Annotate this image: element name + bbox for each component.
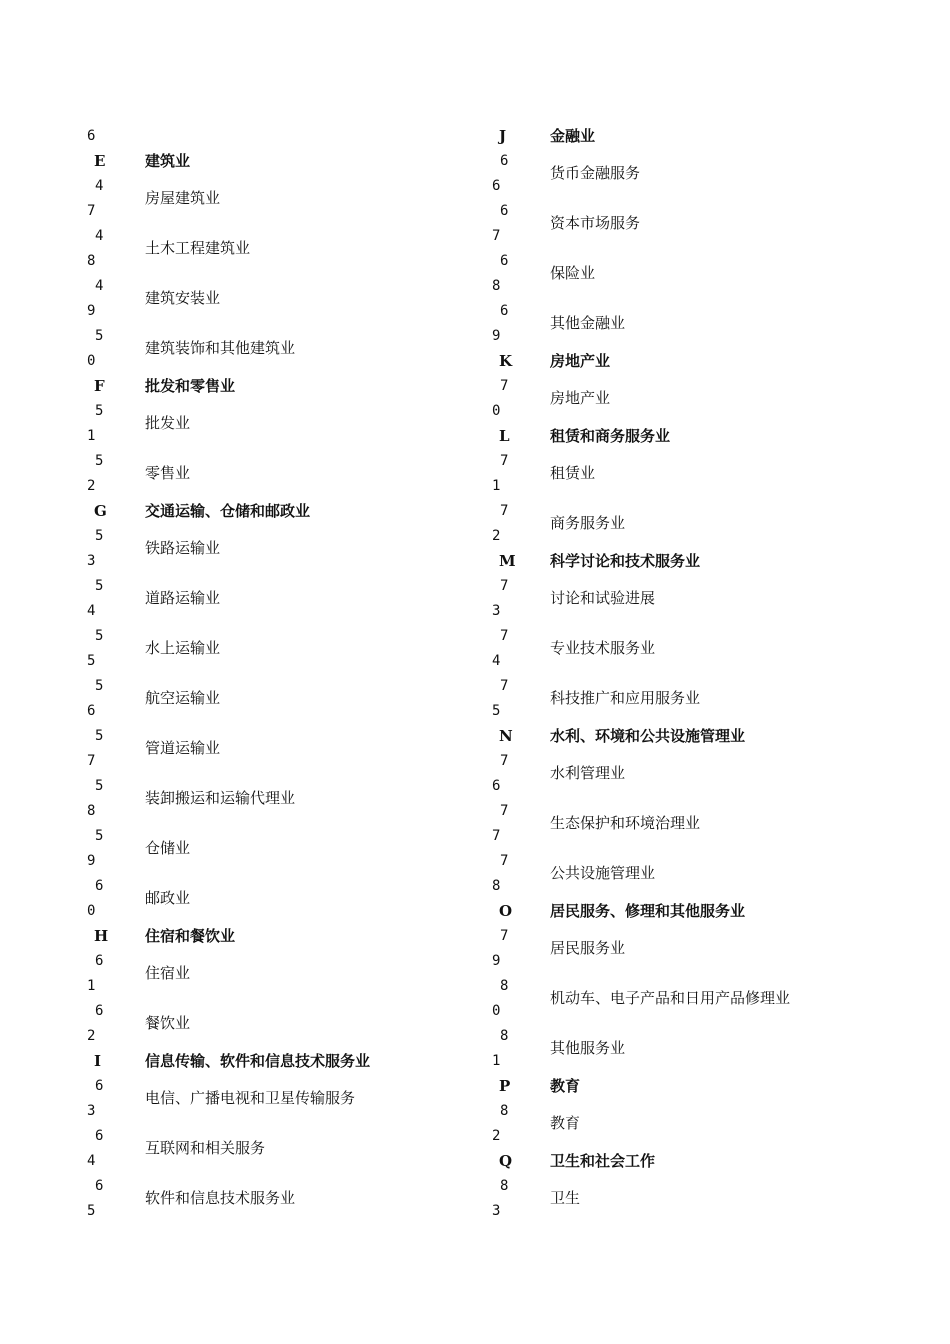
code-digit: 7 bbox=[500, 678, 509, 694]
code-digit: 8 bbox=[500, 978, 509, 994]
code-digit: 5 bbox=[95, 728, 104, 744]
code-digit: 7 bbox=[87, 203, 96, 219]
code-digit: 7 bbox=[500, 378, 509, 394]
code-digit: 6 bbox=[500, 153, 509, 169]
code-digit: 6 bbox=[95, 878, 104, 894]
code-digit: 7 bbox=[492, 828, 501, 844]
industry-label: 住宿业 bbox=[145, 964, 191, 982]
code-digit: 6 bbox=[95, 1003, 104, 1019]
code-digit: 9 bbox=[87, 853, 96, 869]
code-digit: 5 bbox=[95, 628, 104, 644]
code-digit: 3 bbox=[87, 553, 96, 569]
code-digit: 8 bbox=[492, 878, 501, 894]
code-digit: 5 bbox=[95, 678, 104, 694]
code-digit: 1 bbox=[87, 428, 96, 444]
industry-label: 房屋建筑业 bbox=[145, 189, 221, 207]
code-digit: 6 bbox=[95, 953, 104, 969]
code-digit: 5 bbox=[95, 578, 104, 594]
section-code: Q bbox=[499, 1152, 513, 1170]
industry-label: 房地产业 bbox=[550, 389, 611, 407]
industry-label: 软件和信息技术服务业 bbox=[145, 1189, 296, 1207]
industry-label: 零售业 bbox=[145, 464, 191, 482]
industry-label: 电信、广播电视和卫星传输服务 bbox=[145, 1089, 356, 1107]
code-digit: 7 bbox=[500, 503, 509, 519]
industry-label: 批发业 bbox=[145, 414, 191, 432]
industry-label: 建筑安装业 bbox=[145, 289, 221, 307]
industry-label: 货币金融服务 bbox=[550, 164, 641, 182]
code-digit: 6 bbox=[500, 303, 509, 319]
code-digit: 2 bbox=[492, 528, 501, 544]
industry-label: 互联网和相关服务 bbox=[145, 1139, 266, 1157]
section-code: M bbox=[499, 552, 516, 570]
section-title: 交通运输、仓储和邮政业 bbox=[145, 502, 311, 520]
code-digit: 5 bbox=[492, 703, 501, 719]
industry-label: 租赁业 bbox=[550, 464, 596, 482]
code-digit: 5 bbox=[87, 653, 96, 669]
section-title: 批发和零售业 bbox=[145, 377, 236, 395]
industry-label: 航空运输业 bbox=[145, 689, 221, 707]
code-digit: 7 bbox=[500, 853, 509, 869]
section-title: 住宿和餐饮业 bbox=[145, 927, 236, 945]
code-digit: 6 bbox=[87, 703, 96, 719]
section-title: 金融业 bbox=[550, 127, 596, 145]
industry-label: 水上运输业 bbox=[145, 639, 221, 657]
code-digit: 1 bbox=[87, 978, 96, 994]
section-code: O bbox=[499, 902, 513, 920]
industry-label: 专业技术服务业 bbox=[550, 639, 656, 657]
code-digit: 6 bbox=[500, 203, 509, 219]
industry-label: 土木工程建筑业 bbox=[145, 239, 251, 257]
code-digit: 7 bbox=[500, 928, 509, 944]
industry-label: 科技推广和应用服务业 bbox=[550, 689, 701, 707]
industry-label: 管道运输业 bbox=[145, 739, 221, 757]
industry-label: 教育 bbox=[550, 1114, 581, 1132]
industry-label: 生态保护和环境治理业 bbox=[550, 814, 701, 832]
section-title: 建筑业 bbox=[145, 152, 191, 170]
code-digit: 5 bbox=[95, 828, 104, 844]
industry-label: 道路运输业 bbox=[145, 589, 221, 607]
industry-label: 其他金融业 bbox=[550, 314, 626, 332]
code-digit: 5 bbox=[95, 453, 104, 469]
section-title: 科学讨论和技术服务业 bbox=[550, 552, 701, 570]
code-digit: 6 bbox=[500, 253, 509, 269]
code-digit: 7 bbox=[500, 628, 509, 644]
code-digit: 9 bbox=[87, 303, 96, 319]
industry-label: 居民服务业 bbox=[550, 939, 626, 957]
code-digit: 3 bbox=[87, 1103, 96, 1119]
code-digit: 7 bbox=[87, 753, 96, 769]
code-digit: 4 bbox=[95, 178, 104, 194]
code-digit: 5 bbox=[95, 778, 104, 794]
section-code: K bbox=[499, 352, 513, 370]
code-digit: 4 bbox=[95, 278, 104, 294]
code-digit: 5 bbox=[95, 403, 104, 419]
code-digit: 6 bbox=[95, 1128, 104, 1144]
code-digit: 2 bbox=[492, 1128, 501, 1144]
code-digit: 1 bbox=[492, 1053, 501, 1069]
code-digit: 5 bbox=[95, 328, 104, 344]
industry-label: 商务服务业 bbox=[550, 514, 626, 532]
code-digit: 8 bbox=[500, 1028, 509, 1044]
code-digit: 7 bbox=[500, 753, 509, 769]
industry-label: 邮政业 bbox=[145, 889, 191, 907]
section-code: I bbox=[94, 1052, 102, 1070]
section-title: 信息传输、软件和信息技术服务业 bbox=[145, 1052, 371, 1070]
industry-label: 建筑装饰和其他建筑业 bbox=[145, 339, 296, 357]
section-code: N bbox=[499, 727, 513, 745]
section-title: 居民服务、修理和其他服务业 bbox=[550, 902, 746, 920]
section-code: E bbox=[94, 152, 106, 170]
code-digit: 9 bbox=[492, 953, 501, 969]
section-code: L bbox=[499, 427, 510, 445]
code-digit: 3 bbox=[492, 1203, 501, 1219]
code-digit: 5 bbox=[95, 528, 104, 544]
code-digit: 6 bbox=[492, 778, 501, 794]
section-title: 租赁和商务服务业 bbox=[550, 427, 671, 445]
code-digit: 0 bbox=[87, 903, 96, 919]
section-code: H bbox=[94, 927, 109, 945]
code-digit: 4 bbox=[95, 228, 104, 244]
code-digit: 2 bbox=[87, 478, 96, 494]
code-digit: 8 bbox=[492, 278, 501, 294]
industry-label: 装卸搬运和运输代理业 bbox=[145, 789, 296, 807]
code-digit: 8 bbox=[500, 1178, 509, 1194]
section-title: 房地产业 bbox=[550, 352, 611, 370]
section-code: G bbox=[94, 502, 107, 520]
code-digit: 6 bbox=[95, 1178, 104, 1194]
industry-label: 水利管理业 bbox=[550, 764, 626, 782]
code-digit: 0 bbox=[492, 403, 501, 419]
code-digit: 8 bbox=[87, 253, 96, 269]
code-digit: 0 bbox=[492, 1003, 501, 1019]
industry-label: 公共设施管理业 bbox=[550, 864, 656, 882]
industry-label: 其他服务业 bbox=[550, 1039, 626, 1057]
code-digit: 8 bbox=[500, 1103, 509, 1119]
code-digit: 1 bbox=[492, 478, 501, 494]
code-digit: 4 bbox=[87, 1153, 96, 1169]
code-digit: 9 bbox=[492, 328, 501, 344]
industry-label: 保险业 bbox=[550, 264, 596, 282]
code-digit: 5 bbox=[87, 1203, 96, 1219]
section-title: 卫生和社会工作 bbox=[550, 1152, 656, 1170]
code-digit: 4 bbox=[492, 653, 501, 669]
industry-label: 卫生 bbox=[550, 1189, 581, 1207]
code-digit: 2 bbox=[87, 1028, 96, 1044]
code-digit: 6 bbox=[492, 178, 501, 194]
code-digit: 7 bbox=[492, 228, 501, 244]
industry-label: 铁路运输业 bbox=[145, 539, 221, 557]
code-digit: 7 bbox=[500, 803, 509, 819]
code-digit: 3 bbox=[492, 603, 501, 619]
code-digit: 6 bbox=[95, 1078, 104, 1094]
section-title: 水利、环境和公共设施管理业 bbox=[550, 727, 746, 745]
code-digit: 7 bbox=[500, 453, 509, 469]
code-digit: 7 bbox=[500, 578, 509, 594]
section-title: 教育 bbox=[550, 1077, 581, 1095]
industry-label: 仓储业 bbox=[145, 839, 191, 857]
code-digit: 0 bbox=[87, 353, 96, 369]
code-digit: 6 bbox=[87, 128, 96, 144]
section-code: J bbox=[499, 127, 507, 145]
code-digit: 4 bbox=[87, 603, 96, 619]
industry-label: 资本市场服务 bbox=[550, 214, 641, 232]
section-code: F bbox=[94, 377, 105, 395]
code-digit: 8 bbox=[87, 803, 96, 819]
industry-label: 讨论和试验进展 bbox=[550, 589, 656, 607]
industry-label: 餐饮业 bbox=[145, 1014, 191, 1032]
industry-label: 机动车、电子产品和日用产品修理业 bbox=[550, 989, 791, 1007]
section-code: P bbox=[499, 1077, 511, 1095]
